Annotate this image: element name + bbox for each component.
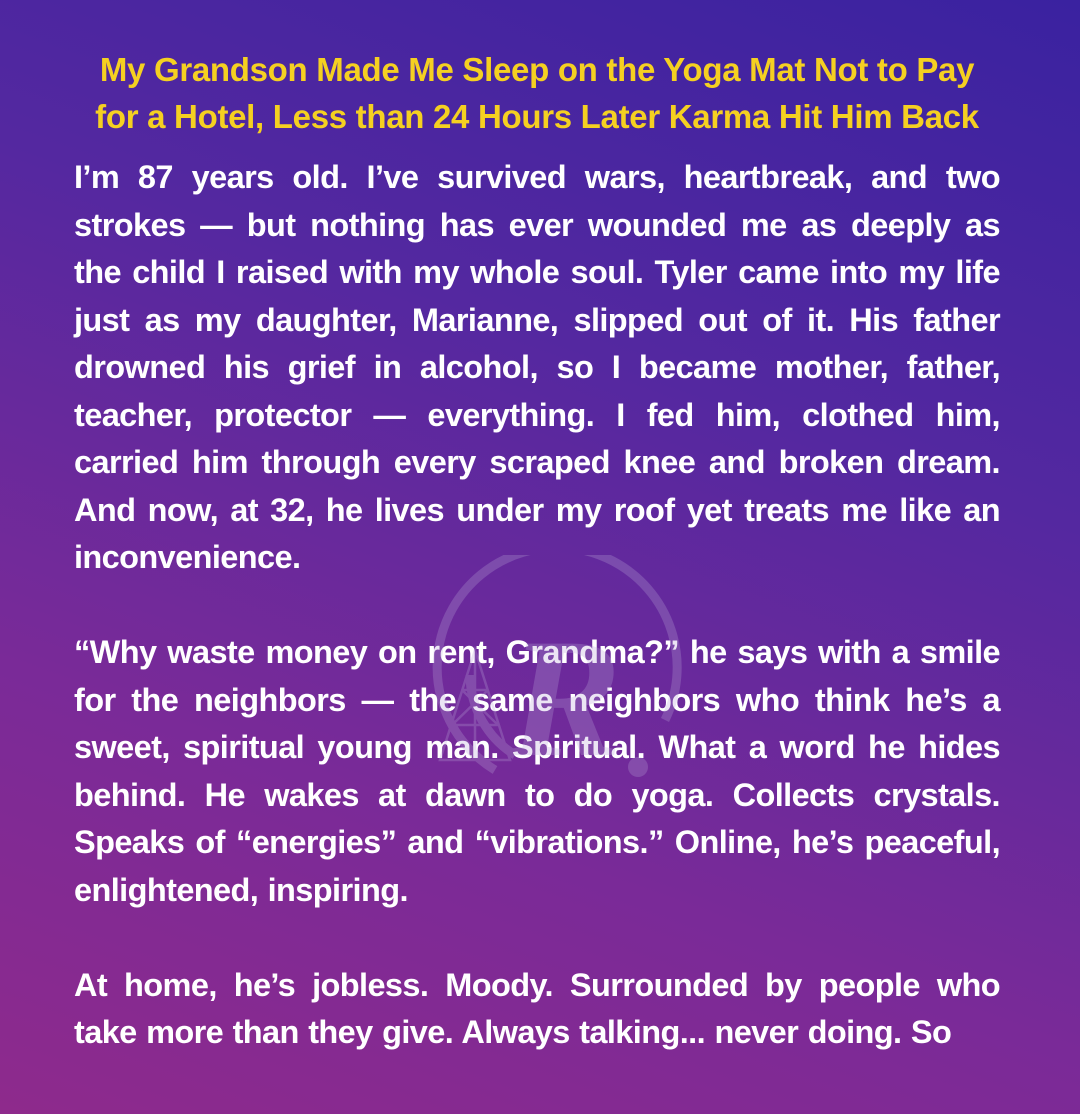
- article: [74, 46, 1000, 1057]
- article-title: My Grandson Made Me Sleep on the Yoga Mat Not to Pay for a Hotel, Less than 24 Hours Later Karma Hit Him Back: [95, 51, 979, 135]
- article-paragraph-1: I’m 87 years old. I’ve survived wars, heartbreak, and two strokes — but nothing has ever wounded me as deeply as the child I raised with my whole soul. Tyler came into my life just as my daughter, Marianne, slipped out of it. His father drowned his grief in alcohol, so I became mother, father, teacher, protector — everything. I fed him, clothed him, carried him through every scraped knee and broken dream. And now, at 32, he lives under my roof yet treats me like an inconvenience.: [74, 159, 1000, 575]
- article-paragraph-2: “Why waste money on rent, Grandma?” he says with a smile for the neighbors — the same neighbors who think he’s a sweet, spiritual young man. Spiritual. What a word he hides behind. He wakes at dawn to do yoga. Collects crystals. Speaks of “energies” and “vibrations.” Online, he’s peaceful, enlightened, inspiring.: [74, 634, 1000, 908]
- watermark-letter: R: [508, 604, 622, 792]
- article-body: [74, 154, 1000, 1057]
- article-paragraph-3: At home, he’s jobless. Moody. Surrounded by people who take more than they give. Always talking... never doing. So: [74, 966, 1000, 1050]
